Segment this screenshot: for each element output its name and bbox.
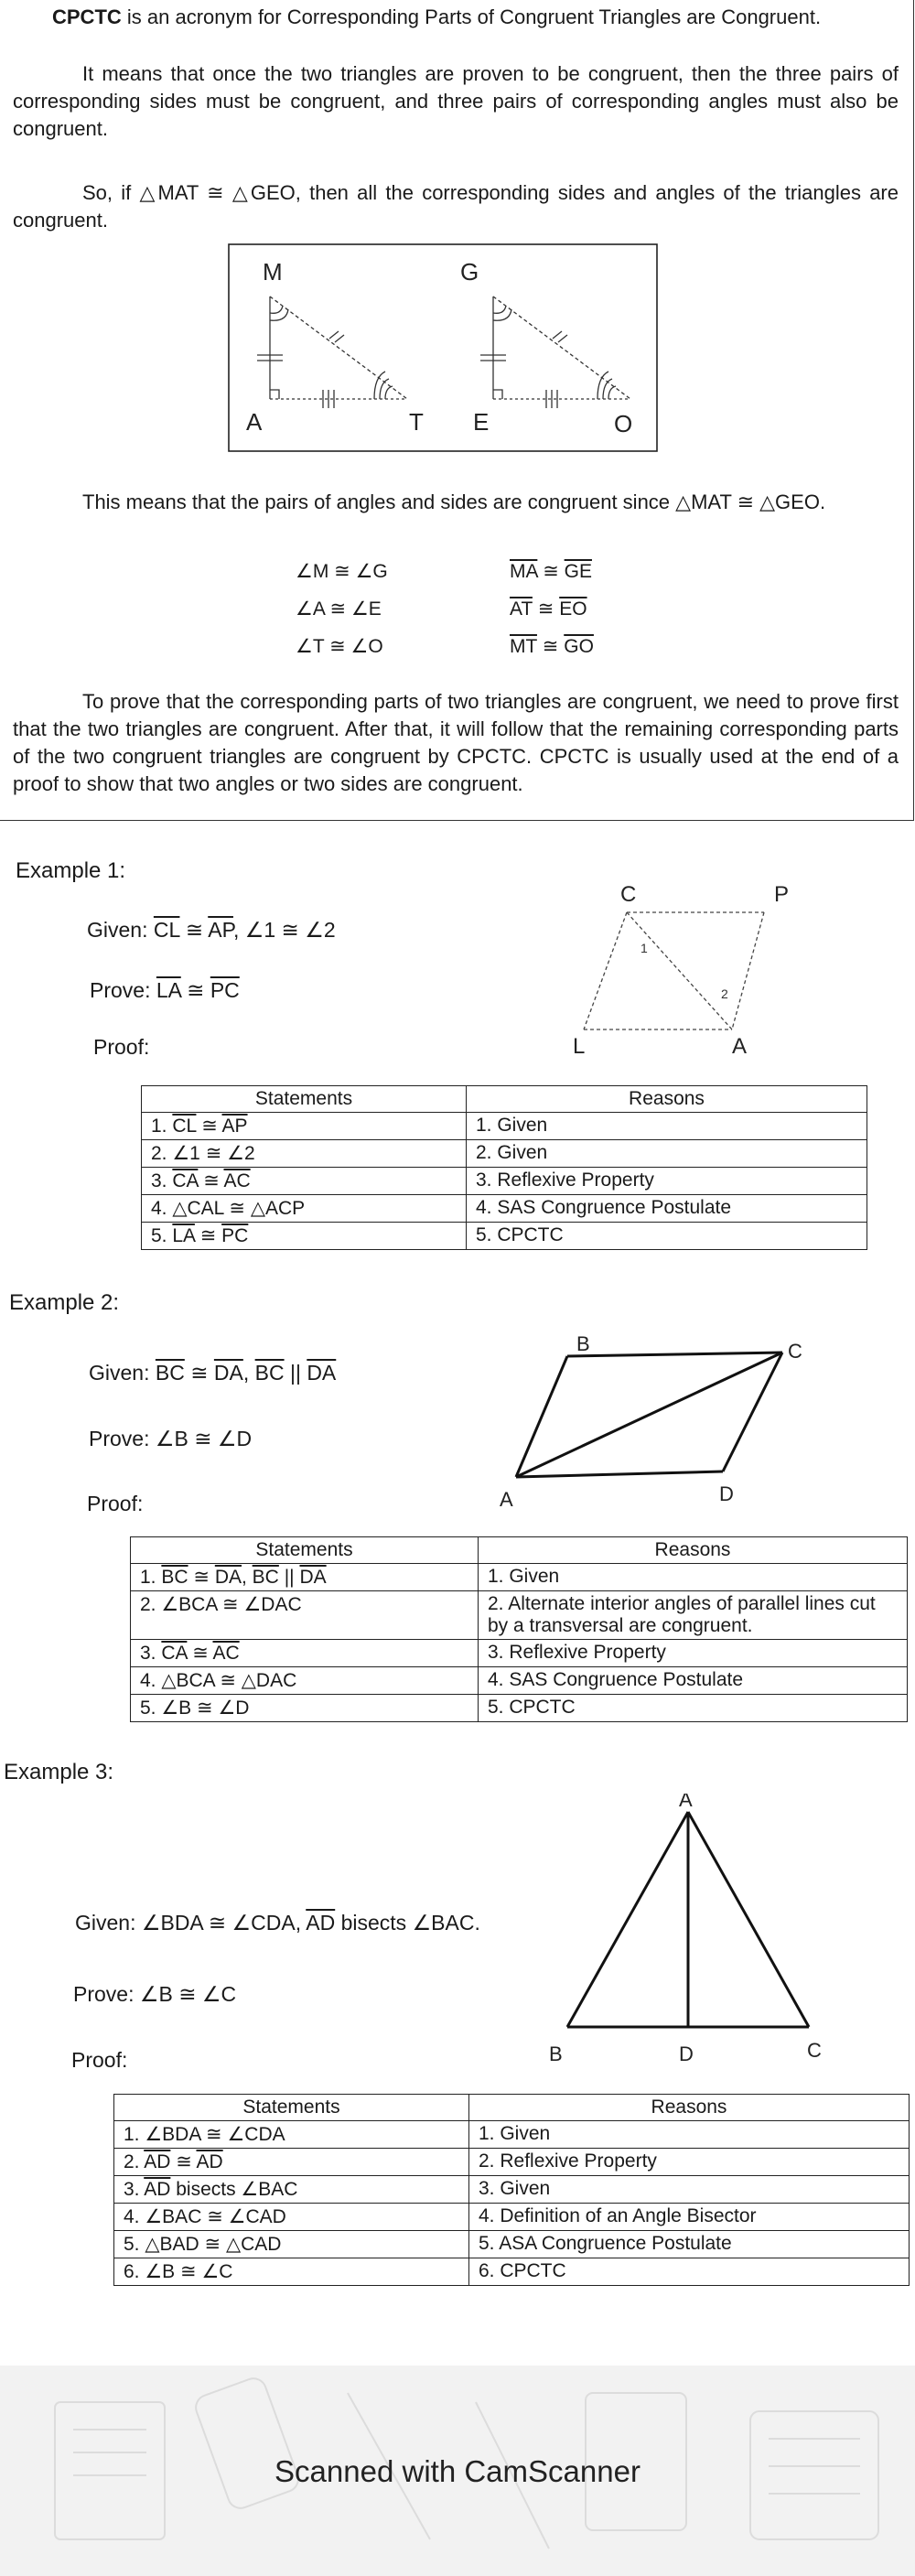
table-row: 3. $\overline{AD}$ bisects ∠BAC 3. Given <box>114 2176 910 2204</box>
example1-figure <box>558 874 833 1066</box>
angle-pairs <box>296 553 388 665</box>
angle-pair: ∠A ≅ ∠E <box>296 598 382 620</box>
label-E: E <box>473 408 490 436</box>
label-G: G <box>460 258 479 286</box>
label-A: A <box>500 1488 513 1511</box>
intro-definition: CPCTC is an acronym for Corresponding Parts of Congruent Triangles are Congruent. <box>52 5 822 28</box>
congruent-triangles-figure <box>228 243 658 452</box>
table-row: 1. $\overline{BC}$ ≅ $\overline{DA}$, $\overline{BC}$ || $\overline{DA}$ 1. Given <box>131 1564 908 1591</box>
example3-proof-label: Proof: <box>71 2048 128 2072</box>
statements-header: Statements <box>114 2095 469 2121</box>
svg-text:1: 1 <box>640 941 648 955</box>
table-row: 5. ∠B ≅ ∠D 5. CPCTC <box>131 1695 908 1722</box>
table-row: 2. ∠BCA ≅ ∠DAC 2. Alternate interior angles of parallel lines cut by a transversal are congruent. <box>131 1591 908 1640</box>
label-B: B <box>549 2042 563 2065</box>
angle-pair: ∠T ≅ ∠O <box>296 636 383 657</box>
label-D: D <box>719 1482 734 1505</box>
label-P: P <box>774 882 790 907</box>
table-row: 3. $\overline{CA}$ ≅ $\overline{AC}$ 3. Reflexive Property <box>142 1168 867 1195</box>
table-row: 2. $\overline{AD}$ ≅ $\overline{AD}$ 2. Reflexive Property <box>114 2149 910 2176</box>
example3-prove: Prove: ∠B ≅ ∠C <box>73 1982 237 2006</box>
statements-header: Statements <box>131 1537 479 1564</box>
table-row: 1. $\overline{CL}$ ≅ $\overline{AP}$ 1. Given <box>142 1113 867 1140</box>
example1-proof-table <box>141 1085 867 1250</box>
example3-title: Example 3: <box>4 1760 114 1784</box>
angle-pair: ∠M ≅ ∠G <box>296 561 388 582</box>
example2-proof-table <box>130 1536 908 1722</box>
statements-header: Statements <box>142 1086 467 1113</box>
table-row: 4. △CAL ≅ △ACP 4. SAS Congruence Postulate <box>142 1195 867 1223</box>
label-C: C <box>788 1340 802 1363</box>
label-L: L <box>573 1034 586 1059</box>
label-A: A <box>679 1794 693 1811</box>
table-row: 5. △BAD ≅ △CAD 5. ASA Congruence Postulate <box>114 2231 910 2258</box>
reasons-header: Reasons <box>469 2095 910 2121</box>
example1-title: Example 1: <box>16 858 126 883</box>
example2-proof-label: Proof: <box>87 1492 144 1515</box>
side-pair: $\overline{MA}$ ≅ $\overline{GE}$ <box>510 561 592 582</box>
label-A: A <box>246 408 263 436</box>
example2-given: Given: $\overline{BC}$ ≅ $\overline{DA}$, $\overline{BC}$ || $\overline{DA}$ <box>89 1361 337 1385</box>
example3-figure <box>540 1794 842 2068</box>
side-pair: $\overline{AT}$ ≅ $\overline{EO}$ <box>510 598 587 620</box>
table-row: 4. ∠BAC ≅ ∠CAD 4. Definition of an Angle Bisector <box>114 2204 910 2231</box>
label-O: O <box>614 410 633 437</box>
intro-paragraph-4: To prove that the corresponding parts of two triangles are congruent, we need to prove first that the two triangles are congruent. After that, it will follow that the remaining corresponding parts of the two congruent triangles are congruent by CPCTC. CPCTC is usually used at the end of a proof to show that two angles or two sides are congruent. <box>13 690 899 795</box>
table-row: 1. ∠BDA ≅ ∠CDA 1. Given <box>114 2121 910 2149</box>
label-M: M <box>263 258 283 286</box>
intro-paragraph-3: This means that the pairs of angles and sides are congruent since △MAT ≅ △GEO. <box>82 490 826 513</box>
intro-paragraph-1: It means that once the two triangles are proven to be congruent, then the three pairs of corresponding sides must be congruent, and three pairs of corresponding angles must also be congruent. <box>13 62 899 140</box>
table-row: 3. $\overline{CA}$ ≅ $\overline{AC}$ 3. Reflexive Property <box>131 1640 908 1667</box>
label-C: C <box>620 882 637 907</box>
scanner-footer <box>0 2366 915 2576</box>
side-pairs <box>510 553 594 665</box>
example1-given: Given: $\overline{CL}$ ≅ $\overline{AP}$, ∠1 ≅ ∠2 <box>87 918 336 942</box>
footer-text: Scanned with CamScanner <box>274 2454 640 2488</box>
label-T: T <box>409 408 424 436</box>
side-pair: $\overline{MT}$ ≅ $\overline{GO}$ <box>510 636 594 657</box>
table-row: 6. ∠B ≅ ∠C 6. CPCTC <box>114 2258 910 2286</box>
example2-title: Example 2: <box>9 1290 120 1315</box>
label-D: D <box>679 2042 694 2065</box>
table-row: 2. ∠1 ≅ ∠2 2. Given <box>142 1140 867 1168</box>
reasons-header: Reasons <box>479 1537 908 1564</box>
label-B: B <box>576 1332 590 1355</box>
example1-prove: Prove: $\overline{LA}$ ≅ $\overline{PC}$ <box>90 978 240 1002</box>
example3-given: Given: ∠BDA ≅ ∠CDA, $\overline{AD}$ bisects ∠BAC. <box>75 1911 480 1935</box>
example3-proof-table <box>113 2094 910 2286</box>
reasons-header: Reasons <box>467 1086 867 1113</box>
table-row: 4. △BCA ≅ △DAC 4. SAS Congruence Postulate <box>131 1667 908 1695</box>
example1-proof-label: Proof: <box>93 1035 150 1059</box>
example2-prove: Prove: ∠B ≅ ∠D <box>89 1427 253 1450</box>
intro-paragraph-2: So, if △MAT ≅ △GEO, then all the corresponding sides and angles of the triangles are congruent. <box>13 181 899 232</box>
acronym: CPCTC <box>52 5 122 28</box>
example2-figure <box>485 1327 824 1519</box>
table-row: 5. $\overline{LA}$ ≅ $\overline{PC}$ 5. CPCTC <box>142 1223 867 1250</box>
label-C: C <box>807 2039 822 2062</box>
svg-text:2: 2 <box>721 986 728 1001</box>
label-A: A <box>732 1034 748 1059</box>
